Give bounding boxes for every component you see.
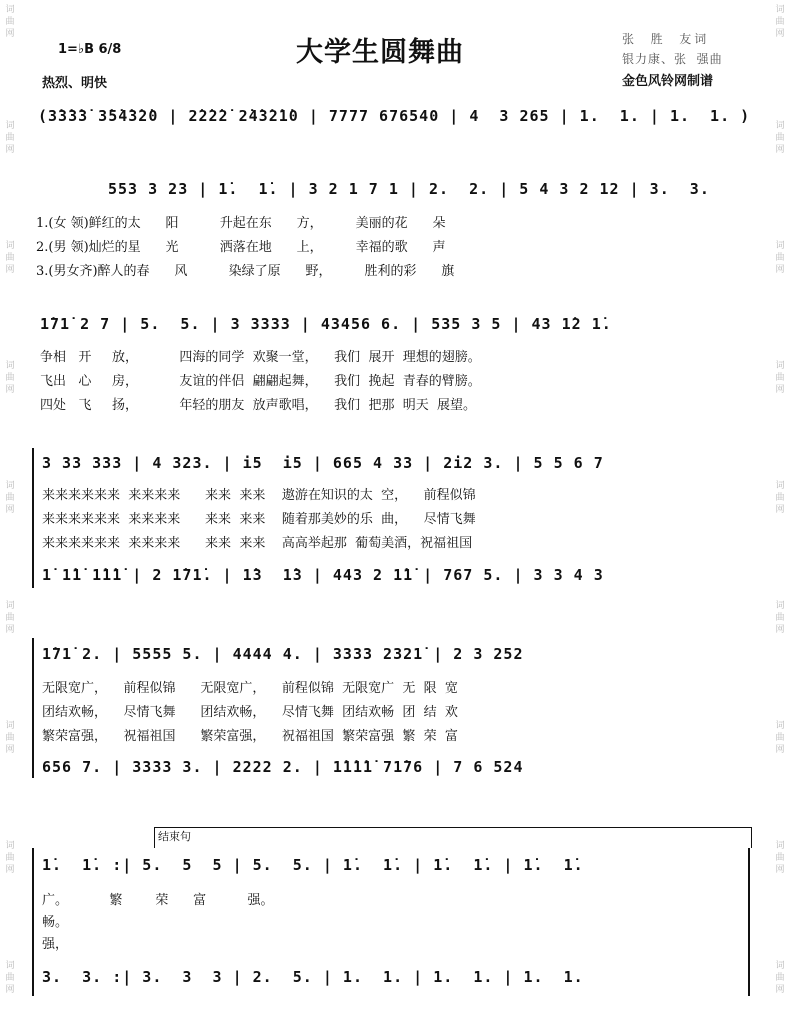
- verse-a-notes: 553 3 23 | 1̇. 1̇. | 3 2 1 7 1 | 2. 2. | 5 4 3 2 12 | 3. 3.: [108, 180, 710, 198]
- watermark-right-4: 词 曲 网: [775, 361, 785, 395]
- ending-notes: 1̇. 1̇. :| 5. 5 5 | 5. 5. | 1̇. 1̇. | 1̇. 1̇. | 1̇. 1̇.: [42, 856, 584, 874]
- watermark-left-8: 词 曲 网: [5, 841, 15, 875]
- watermark-right-5: 词 曲 网: [775, 481, 785, 515]
- watermark-right-8: 词 曲 网: [775, 841, 785, 875]
- watermark-right-3: 词 曲 网: [775, 241, 785, 275]
- watermark-right-1: 词 曲 网: [775, 5, 785, 39]
- verse-b-notes: 1̇71̇ 2 7 | 5. 5. | 3 3333 | 43456 6. | 535 3 5 | 43 1̇2 1̇.: [40, 315, 612, 333]
- chorus-b-left-bar: [32, 638, 34, 778]
- verse-b-lyric-1: 争相 开 放， 四海的同学 欢聚一堂， 我们 展开 理想的翅膀。: [40, 350, 481, 365]
- chorus-b-lyric-1: 无限宽广， 前程似锦 无限宽广， 前程似锦 无限宽广 无 限 宽: [42, 681, 458, 696]
- verse-b-lyric-2: 飞出 心 房， 友谊的伴侣 翩翩起舞， 我们 挽起 青春的臂膀。: [40, 374, 481, 389]
- watermark-left-3: 词 曲 网: [5, 241, 15, 275]
- ending-bracket-label: 结束句: [158, 830, 191, 843]
- ending-lyric-2: 畅。: [42, 915, 69, 930]
- chorus-a-left-bar: [32, 448, 34, 588]
- watermark-left-5: 词 曲 网: [5, 481, 15, 515]
- chorus-b-lower-notes: 656 7. | 3333 3. | 2222 2. | 1̇1̇1̇1̇ 71̇76 | 7 6 524: [42, 758, 524, 776]
- verse-b-lyric-3: 四处 飞 扬， 年轻的朋友 放声歌唱， 我们 把那 明天 展望。: [40, 398, 476, 413]
- lyricist-credit: 张 胜 友词: [622, 32, 710, 46]
- publisher-credit: 金色风铃网制谱: [622, 74, 714, 89]
- key-signature: 1=♭B 6/8: [58, 42, 122, 57]
- chorus-a-notes: 3 33 333 | 4 323. | i5 i5 | 665 4 33 | 2i2 3. | 5 5 6 7: [42, 454, 604, 472]
- composer-credit: 银力康、张 强曲: [622, 52, 723, 66]
- verse-a-lyric-3: 3.(男女齐)醉人的春 风 染绿了原 野， 胜利的彩 旗: [36, 264, 455, 279]
- watermark-left-7: 词 曲 网: [5, 721, 15, 755]
- watermark-right-2: 词 曲 网: [775, 121, 785, 155]
- page-title: 大学生圆舞曲: [296, 37, 464, 68]
- watermark-left-1: 词 曲 网: [5, 5, 15, 39]
- chorus-a-lyric-1: 来来来来来来 来来来来 来来 来来 遨游在知识的太 空， 前程似锦: [42, 488, 476, 503]
- verse-a-lyric-1: 1.(女 领)鲜红的太 阳 升起在东 方， 美丽的花 朵: [36, 216, 446, 231]
- verse-a-lyric-2: 2.(男 领)灿烂的星 光 洒落在地 上， 幸福的歌 声: [36, 240, 446, 255]
- watermark-left-4: 词 曲 网: [5, 361, 15, 395]
- chorus-a-lyric-3: 来来来来来来 来来来来 来来 来来 高高举起那 葡萄美酒，祝福祖国: [42, 536, 473, 551]
- watermark-left-6: 词 曲 网: [5, 601, 15, 635]
- tempo-marking: 热烈、明快: [42, 76, 108, 91]
- chorus-b-notes: 1̇71̇ 2. | 5555 5. | 4444 4. | 3333 2321̇ | 2 3 252: [42, 645, 524, 663]
- watermark-right-7: 词 曲 网: [775, 721, 785, 755]
- watermark-left-2: 词 曲 网: [5, 121, 15, 155]
- ending-bracket: [154, 827, 752, 848]
- watermark-right-6: 词 曲 网: [775, 601, 785, 635]
- chorus-b-lyric-3: 繁荣富强， 祝福祖国 繁荣富强， 祝福祖国 繁荣富强 繁 荣 富: [42, 729, 458, 744]
- ending-lyric-3: 强，: [42, 937, 69, 952]
- intro-notes: (3̇3̇3̇3̇ 3̇5̇4̇3̇2̇0 | 2̇2̇2̇2̇ 2̇4̇3̇2̇1̇0 | 7777 676540 | 4 3 265 | 1. 1. | 1. 1. ): [38, 107, 751, 125]
- ending-right-bar: [748, 848, 750, 996]
- chorus-a-lyric-2: 来来来来来来 来来来来 来来 来来 随着那美妙的乐 曲， 尽情飞舞: [42, 512, 476, 527]
- ending-lyric-1: 广。 繁 荣 富 强。: [42, 893, 274, 908]
- ending-lower-notes: 3. 3. :| 3. 3 3 | 2. 5. | 1. 1. | 1. 1. | 1. 1.: [42, 968, 584, 986]
- ending-left-bar: [32, 848, 34, 996]
- chorus-a-lower-notes: 1̇ 1̇1̇ 1̇1̇1̇ | 2 1̇71̇. | 1̇3 1̇3 | 443 2 1̇1̇ | 767 5. | 3 3 4 3: [42, 566, 604, 584]
- chorus-b-lyric-2: 团结欢畅， 尽情飞舞 团结欢畅， 尽情飞舞 团结欢畅 团 结 欢: [42, 705, 458, 720]
- watermark-left-9: 词 曲 网: [5, 961, 15, 995]
- watermark-right-9: 词 曲 网: [775, 961, 785, 995]
